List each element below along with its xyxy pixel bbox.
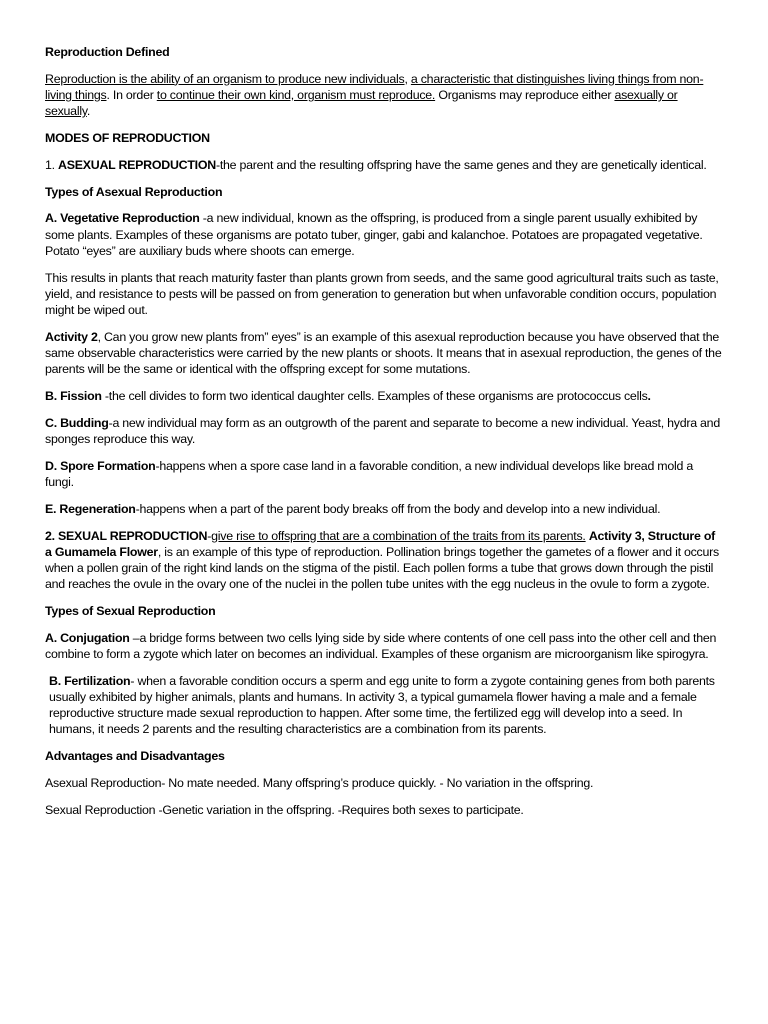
sexual-definition: give rise to offspring that are a combination of the traits from its parents. <box>211 528 586 543</box>
fission-desc: -the cell divides to form two identical daughter cells. Examples of these organisms are protococcus cells <box>101 389 648 403</box>
intro-text-3: Organisms may reproduce either <box>435 88 615 102</box>
fission-end: . <box>647 389 651 403</box>
fertilization-desc: - when a favorable condition occurs a sperm and egg unite to form a zygote containing genes from both parents usually exhibited by higher animals, plants and humans. In activity 3, a typical gumamela flower having a male and a female reproductive structure made sexual reproduction to happen. After some time, the fertilized egg will develop into a seed. In humans, it needs 2 parents and the resulting characteristics are a combination from its parents. <box>49 673 715 737</box>
sexual-dash: - <box>207 528 212 543</box>
regeneration-desc: -happens when a part of the parent body breaks off from the body and develop into a new individual. <box>135 501 661 516</box>
conjugation-paragraph <box>45 630 724 662</box>
vegetative-term: A. Vegetative Reproduction <box>45 211 200 226</box>
conjugation-desc: –a bridge forms between two cells lying side by side where contents of one cell pass into the other cell and then combine to form a zygote which later on becomes an individual. Examples of these organism are microorganism like spirogyra. <box>45 630 717 661</box>
advantages-asexual: Asexual Reproduction- No mate needed. Many offspring’s produce quickly. - No variation in the offspring. <box>45 776 594 790</box>
asexual-number: 1. <box>45 157 59 172</box>
intro-text-1: , <box>404 71 411 86</box>
fertilization-term: B. Fertilization <box>49 673 131 688</box>
modes-heading: MODES OF REPRODUCTION <box>45 131 210 145</box>
budding-term: C. Budding <box>45 415 109 430</box>
activity2-paragraph <box>45 329 724 378</box>
intro-continue-kind: to continue their own kind, organism must reproduce. <box>156 88 436 102</box>
activity3-term: Activity 3, Structure of a Gumamela Flower <box>45 528 716 559</box>
asexual-term: ASEXUAL REPRODUCTION <box>58 157 216 172</box>
spore-paragraph <box>45 458 724 490</box>
activity2-term: Activity 2 <box>45 329 98 344</box>
intro-asexually-sexually: asexually or sexually <box>45 88 678 119</box>
activity2-desc: , Can you grow new plants from” eyes” is an example of this asexual reproduction because you have observed that the same observable characteristics were carried by the new plants or shoots. It means that in asexual reproduction, the genes of the parents will be the same or identical with the offspring except for some mutations. <box>45 329 722 377</box>
budding-desc: -a new individual may form as an outgrowth of the parent and separate to become a new individual. Yeast, hydra and sponges reproduce this way. <box>45 415 720 446</box>
vegetative-result-paragraph: This results in plants that reach maturity faster than plants grown from seeds, and the same good agricultural traits such as taste, yield, and resistance to pests will be passed on from generation to generation but when unfavorable condition occurs, population might be wiped out. <box>45 270 719 317</box>
vegetative-desc: -a new individual, known as the offspring, is produced from a single parent usually exhibited by some plants. Examples of these organisms are potato tuber, ginger, gabi and kalanchoe. Potatoes are propagated vegetative. Potato “eyes” are auxiliary buds where shoots can emerge. <box>45 211 703 258</box>
conjugation-term: A. Conjugation <box>45 630 130 645</box>
regeneration-term: E. Regeneration <box>45 501 136 516</box>
spore-desc: -happens when a spore case land in a favorable condition, a new individual develops like bread mold a fungi. <box>45 458 693 489</box>
intro-paragraph <box>45 71 724 120</box>
vegetative-paragraph <box>45 210 724 259</box>
sexual-desc: , is an example of this type of reproduction. Pollination brings together the gametes of a flower and it occurs when a pollen grain of the right kind lands on the stigma of the pistil. Each pollen forms a tube that grows down through the pistil and reaches the ovule in the ovary one of the nuclei in the pollen tube unites with the egg nucleus in the ovule to form a zygote. <box>45 544 719 592</box>
fission-term: B. Fission <box>45 389 102 403</box>
advantages-heading: Advantages and Disadvantages <box>45 749 225 764</box>
fission-paragraph <box>45 388 724 404</box>
sexual-term: 2. SEXUAL REPRODUCTION <box>45 528 208 543</box>
document-title: Reproduction Defined <box>45 45 170 59</box>
intro-text-4: . <box>86 104 91 119</box>
types-asexual-heading: Types of Asexual Reproduction <box>45 184 223 199</box>
types-sexual-heading: Types of Sexual Reproduction <box>45 604 216 618</box>
asexual-paragraph <box>45 157 724 173</box>
intro-characteristic: a characteristic that distinguishes living things from non-living things <box>45 71 704 102</box>
intro-definition: Reproduction is the ability of an organism to produce new individuals <box>45 71 405 86</box>
sexual-paragraph <box>45 528 724 593</box>
advantages-sexual: Sexual Reproduction -Genetic variation in the offspring. -Requires both sexes to participate. <box>45 802 524 817</box>
intro-text-2: . In order <box>106 88 157 102</box>
spore-term: D. Spore Formation <box>45 458 156 473</box>
regeneration-paragraph <box>45 501 724 517</box>
asexual-desc: -the parent and the resulting offspring have the same genes and they are genetically identical. <box>215 157 707 172</box>
budding-paragraph <box>45 415 724 447</box>
fertilization-paragraph <box>45 673 724 738</box>
